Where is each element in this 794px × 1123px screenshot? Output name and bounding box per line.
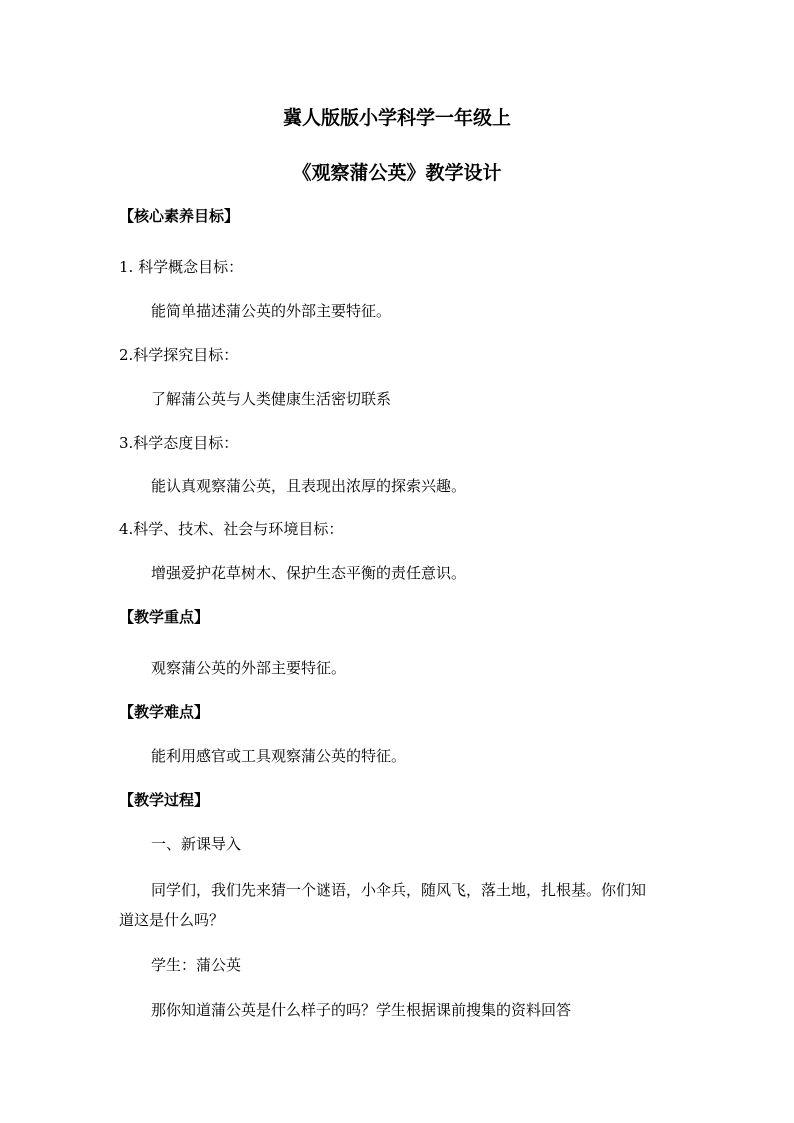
section-heading-process: 【教学过程】 — [119, 791, 210, 809]
step1-title: 一、新课导入 — [151, 835, 242, 853]
goal1-label: 1. 科学概念目标： — [119, 258, 244, 276]
student-answer: 学生：蒲公英 — [151, 956, 242, 974]
section-heading-difficulties: 【教学难点】 — [119, 703, 210, 721]
goal3-label: 3.科学态度目标： — [119, 434, 239, 452]
paragraph1-line1: 同学们，我们先来猜一个谜语，小伞兵，随风飞，落土地，扎根基。你们知 — [151, 881, 647, 899]
document-title-line2: 《观察蒲公英》教学设计 — [292, 162, 502, 184]
difficulties-text: 能利用感官或工具观察蒲公英的特征。 — [151, 747, 407, 765]
goal3-text: 能认真观察蒲公英，且表现出浓厚的探索兴趣。 — [151, 477, 467, 495]
goal2-text: 了解蒲公英与人类健康生活密切联系 — [151, 390, 392, 408]
paragraph1-line2: 道这是什么吗？ — [119, 911, 225, 929]
goal4-text: 增强爱护花草树木、保护生态平衡的责任意识。 — [151, 564, 467, 582]
key-points-text: 观察蒲公英的外部主要特征。 — [151, 659, 347, 677]
section-heading-core-goals: 【核心素养目标】 — [119, 207, 240, 225]
section-heading-key-points: 【教学重点】 — [119, 608, 210, 626]
paragraph2: 那你知道蒲公英是什么样子的吗？学生根据课前搜集的资料回答 — [151, 1001, 572, 1019]
document-title-line1: 冀人版版小学科学一年级上 — [282, 107, 511, 129]
goal1-text: 能简单描述蒲公英的外部主要特征。 — [151, 302, 392, 320]
goal4-label: 4.科学、技术、社会与环境目标： — [119, 520, 344, 538]
goal2-label: 2.科学探究目标： — [119, 346, 239, 364]
